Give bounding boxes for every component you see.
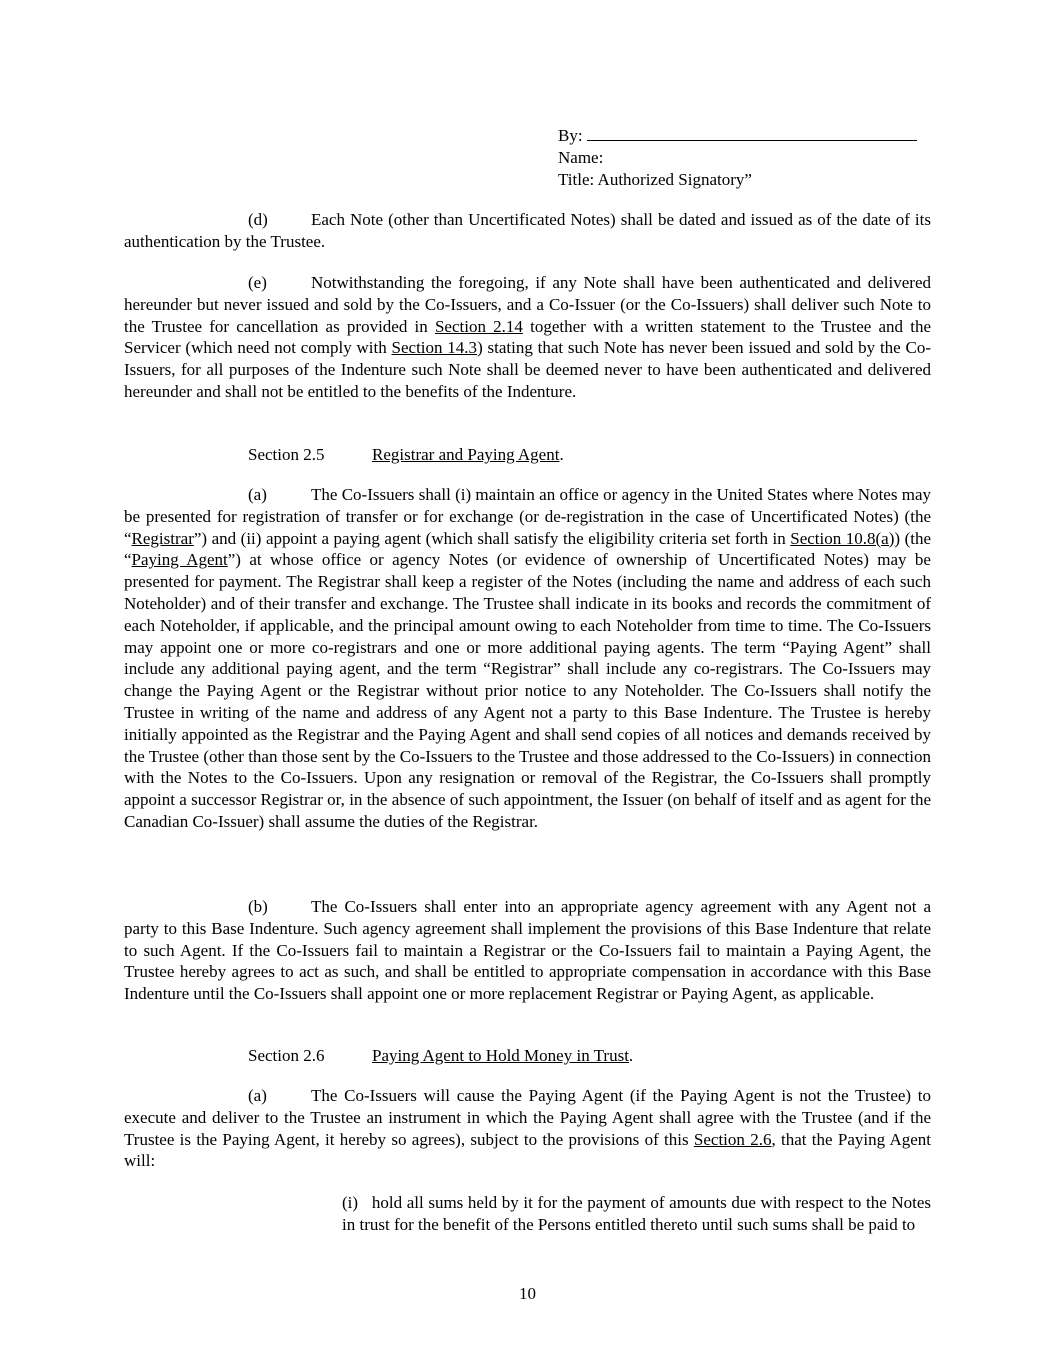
paragraph-text: , that the Paying Agent will:	[124, 1129, 931, 1171]
paragraph-text: ”) at whose office or agency Notes (or evidence of ownership of Uncertificated Notes) may be presented for payment. The Registrar shall keep a register of the Notes (including the name and address of each such Noteholder) and of their transfer and exchange. The Trustee shall indicate in its books and records the commitment of each Noteholder, if applicable, and the principal amount owing to each Noteholder from time to time. The Co-Issuers may appoint one or more co-registrars and one or more additional paying agents. The term “Paying Agent” shall include any additional paying agent, and the term “Registrar” shall include any co-registrars. The Co-Issuers may change the Paying Agent or the Registrar without prior notice to any Noteholder. The Co-Issuers shall notify the Trustee in writing of the name and address of any Agent not a party to this Base Indenture. The Trustee is hereby initially appointed as the Registrar and the Paying Agent and shall send copies of all notices and demands received by the Trustee (other than those sent by the Co-Issuers to the Trustee and those addressed to the Co-Issuers) in connection with the Notes to the Co-Issuers. Upon any resignation or removal of the Registrar, the Co-Issuers shall promptly appoint a successor Registrar or, in the absence of such appointment, the Issuer (on behalf of itself and as agent for the Canadian Co-Issuer) shall assume the duties of the Registrar.	[124, 550, 931, 831]
section-number: Section 2.5	[248, 445, 325, 464]
section-2-14-link[interactable]: Section 2.14	[434, 316, 523, 336]
paragraph-label: (e)	[248, 273, 267, 292]
section-2-6-heading	[248, 1045, 633, 1067]
paragraph-text: together with a written statement to the Trustee and the Servicer (which need not comply with	[124, 316, 931, 358]
section-14-3-link[interactable]: Section 14.3	[391, 338, 478, 358]
paragraph-text: ) (the “	[124, 528, 932, 570]
section-period: .	[559, 445, 564, 464]
paragraph-d	[124, 209, 931, 253]
paragraph-label: (i)	[342, 1193, 359, 1212]
signature-name: Name:	[558, 148, 604, 167]
section-period: .	[628, 1046, 634, 1065]
paragraph-text: ) stating that such Note has never been issued and sold by the Co-Issuers, for all purposes of the Indenture such Note shall be deemed never to have been authenticated and delivered hereunder and shall not be entitled to the benefits of the Indenture.	[124, 338, 931, 401]
paragraph-label: (d)	[248, 210, 268, 229]
paragraph-text: Each Note (other than Uncertificated Notes) shall be dated and issued as of the date of its authentication by the Trustee.	[124, 210, 931, 251]
paragraph-text: The Co-Issuers shall (i) maintain an office or agency in the United States where Notes may be presented for registration of transfer or for exchange (or de-registration in the case of Uncertificated Notes) (the “	[124, 485, 931, 548]
section-2-5-heading	[248, 444, 564, 466]
paragraph-2-6-a	[124, 1085, 931, 1172]
paragraph-text: hold all sums held by it for the payment of amounts due with respect to the Notes in trust for the benefit of the Persons entitled thereto until such sums shall be paid to	[342, 1193, 932, 1234]
signature-by-line	[558, 125, 917, 147]
paragraph-text: Notwithstanding the foregoing, if any Note shall have been authenticated and delivered hereunder but never issued and sold by the Co-Issuers, and a Co-Issuer (or the Co-Issuers) shall deliver such Note to the Trustee for cancellation as provided in	[124, 273, 931, 336]
paying-agent-term: Paying Agent	[131, 550, 228, 570]
paragraph-label: (a)	[248, 1086, 267, 1105]
paragraph-text: The Co-Issuers shall enter into an appropriate agency agreement with any Agent not a party to this Base Indenture. Such agency agreement shall implement the provisions of this Base Indenture that relate to such Agent. If the Co-Issuers fail to maintain a Registrar or the Co-Issuers fail to maintain a Paying Agent, the Trustee hereby agrees to act as such, and shall be entitled to appropriate compensation in accordance with this Base Indenture until the Co-Issuers shall appoint one or more replacement Registrar or Paying Agent, as applicable.	[124, 897, 931, 1004]
by-label: By:	[558, 126, 583, 145]
paragraph-2-5-a	[124, 484, 931, 833]
paragraph-e	[124, 272, 931, 403]
section-title: Paying Agent to Hold Money in Trust	[372, 1046, 629, 1065]
paragraph-label: (a)	[248, 485, 267, 504]
section-title: Registrar and Paying Agent	[372, 445, 560, 464]
paragraph-text: ”) and (ii) appoint a paying agent (which shall satisfy the eligibility criteria set forth in	[193, 528, 791, 548]
signature-title: Title: Authorized Signatory”	[558, 170, 752, 189]
paragraph-text: The Co-Issuers will cause the Paying Agent (if the Paying Agent is not the Trustee) to execute and deliver to the Trustee an instrument in which the Paying Agent shall agree with the Trustee (and if the Trustee is the Paying Agent, it hereby so agrees), subject to the provisions of this	[124, 1086, 931, 1149]
section-2-6-link[interactable]: Section 2.6	[693, 1129, 772, 1149]
section-10-8-a-link[interactable]: Section 10.8(a)	[790, 528, 895, 548]
paragraph-label: (b)	[248, 897, 268, 916]
paragraph-2-6-a-i	[217, 1192, 931, 1236]
signature-block	[558, 125, 917, 191]
registrar-term: Registrar	[131, 528, 194, 548]
paragraph-2-5-b	[124, 896, 931, 1005]
signature-line	[587, 125, 917, 141]
page-number: 10	[519, 1284, 536, 1303]
section-number: Section 2.6	[248, 1046, 325, 1065]
